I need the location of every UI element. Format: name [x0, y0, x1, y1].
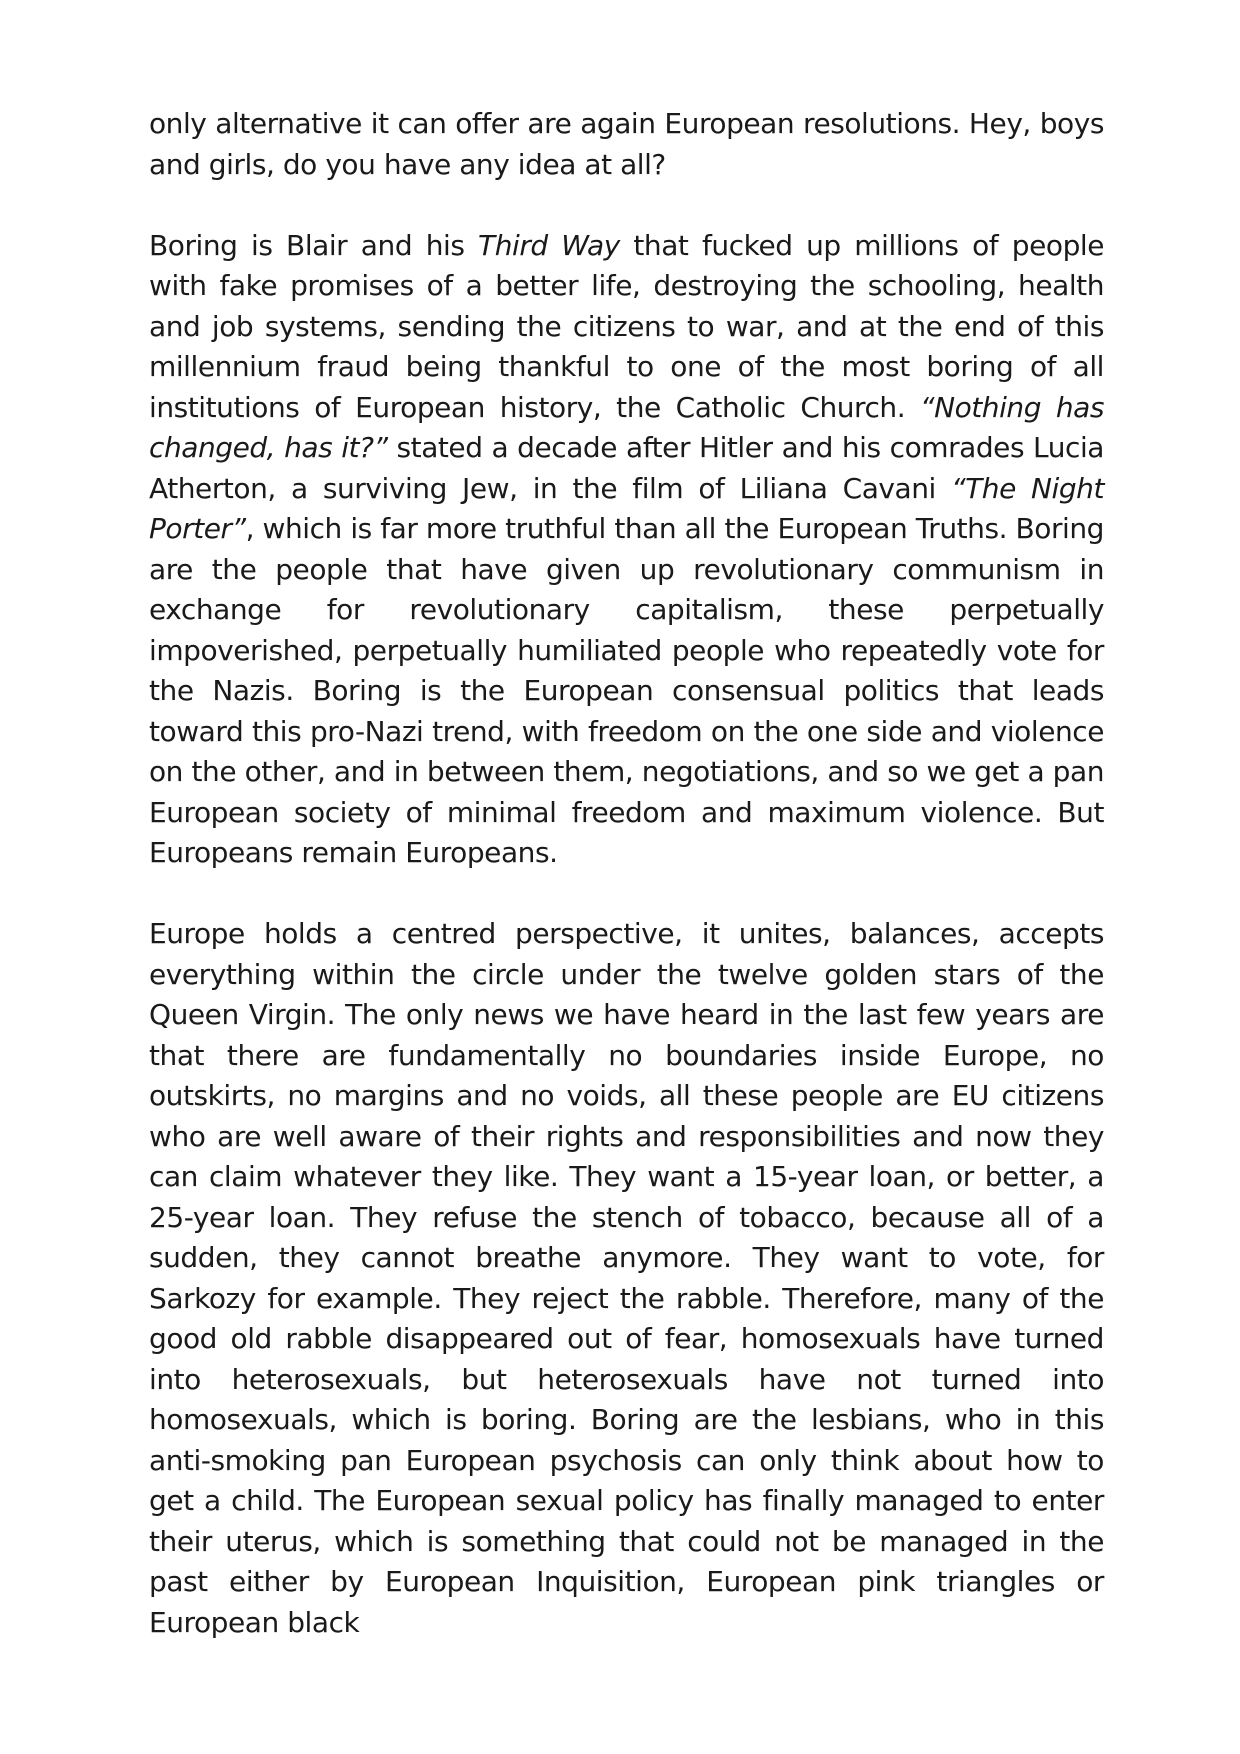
document-page — [149, 104, 1104, 1643]
italic-quote: “Nothing has changed, has it?” — [149, 390, 1104, 464]
text-run: only alternative it can offer are again European resolutions. Hey, boys and girls, do you have any idea at all? — [149, 107, 1104, 181]
paragraph-3 — [149, 914, 1104, 1643]
text-run: , which is far more truthful than all the European Truths. Boring are the people that have given up revolutionary communism in exchange for revolutionary capitalism, these perpetually impoverished, perpetually humiliated people who repeatedly vote for the Nazis. Boring is the European consensual politics that leads toward this pro-Nazi trend, with freedom on the one side and violence on the other, and in between them, negotiations, and so we get a pan European society of minimal freedom and maximum violence. But Europeans remain Europeans. — [149, 512, 1104, 869]
paragraph-1 — [149, 104, 1104, 185]
paragraph-2 — [149, 226, 1104, 874]
text-run: stated a decade after Hitler and his comrades Lucia Atherton, a surviving Jew, in the film of Liliana Cavani — [149, 431, 1104, 505]
text-run: Boring is Blair and his — [149, 228, 479, 262]
text-run: Europe holds a centred perspective, it unites, balances, accepts everything within the circle under the twelve golden stars of the Queen Virgin. The only news we have heard in the last few years are that there are fundamentally no boundaries inside Europe, no outskirts, no margins and no voids, all these people are EU citizens who are well aware of their rights and responsibilities and now they can claim whatever they like. They want a 15-year loan, or better, a 25-year loan. They refuse the stench of tobacco, because all of a sudden, they cannot breathe anymore. They want to vote, for Sarkozy for example. They reject the rabble. Therefore, many of the good old rabble disappeared out of fear, homosexuals have turned into heterosexuals, but heterosexuals have not turned into homosexuals, which is boring. Boring are the lesbians, who in this anti-smoking pan European psychosis can only think about how to get a child. The European sexual policy has finally managed to enter their uterus, which is something that could not be managed in the past either by European Inquisition, European pink triangles or European black — [149, 917, 1104, 1639]
italic-book-title: Third Way — [478, 228, 620, 262]
italic-film-title: “The Night Porter” — [149, 471, 1104, 545]
text-run: that fucked up millions of people with fake promises of a better life, destroying the schooling, health and job systems, sending the citizens to war, and at the end of this millennium fraud being thankful to one of the most boring of all institutions of European history, the Catholic Church. — [149, 228, 1104, 424]
